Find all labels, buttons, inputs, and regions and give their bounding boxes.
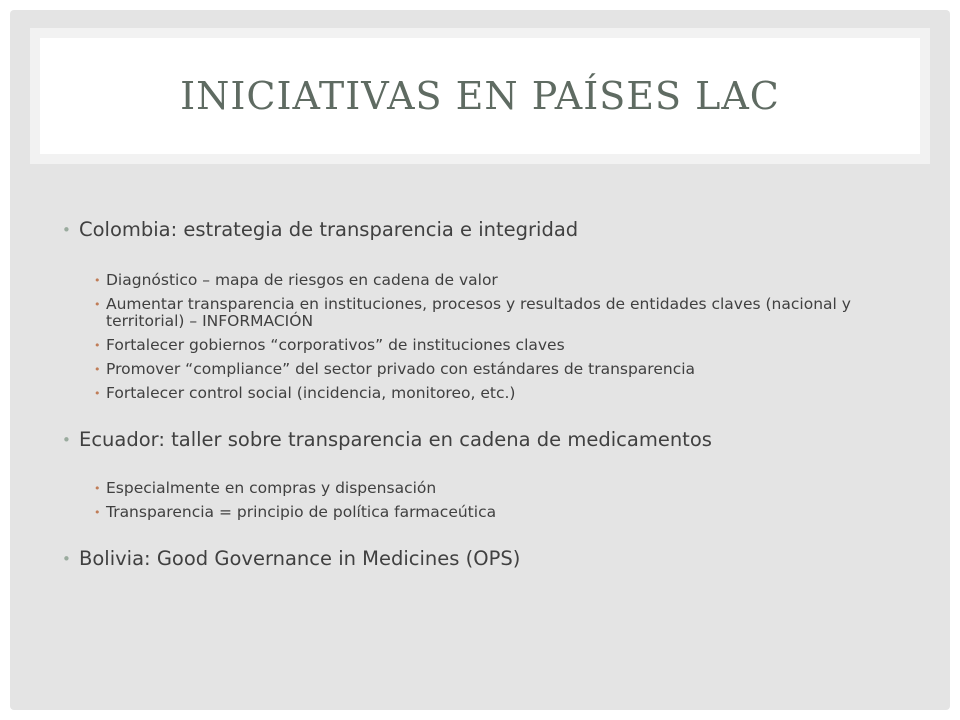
bullet-list: [62, 218, 922, 242]
bullet-text: Bolivia: Good Governance in Medicines (OPS): [79, 547, 521, 570]
colombia-sub-list: [62, 272, 922, 402]
title-box: [40, 38, 920, 154]
bullet-ecuador: [62, 428, 922, 452]
title-frame: [30, 28, 930, 164]
sub-bullet: • Especialmente en compras y dispensación: [62, 480, 922, 497]
bullet-bolivia: [62, 547, 922, 571]
bullet-text: Ecuador: taller sobre transparencia en cadena de medicamentos: [79, 428, 712, 451]
ecuador-sub-list: [62, 480, 922, 521]
sub-bullet: • Diagnóstico – mapa de riesgos en cadena de valor: [62, 272, 922, 289]
sub-bullet: • Promover “compliance” del sector privado con estándares de transparencia: [62, 361, 922, 378]
sub-bullet: • Fortalecer gobiernos “corporativos” de instituciones claves: [62, 337, 922, 354]
bullet-list: [62, 428, 922, 452]
sub-bullet: • Transparencia = principio de política farmaceútica: [62, 504, 922, 521]
sub-bullet: • Aumentar transparencia en instituciones, procesos y resultados de entidades claves (nacional y territorial) – INFORMACIÓN: [62, 296, 922, 330]
bullet-colombia: [62, 218, 922, 242]
sub-bullet: • Fortalecer control social (incidencia, monitoreo, etc.): [62, 385, 922, 402]
bullet-list: [62, 547, 922, 571]
slide-content: [62, 218, 922, 571]
slide: [10, 10, 950, 710]
slide-title: INICIATIVAS EN PAÍSES LAC: [180, 74, 780, 118]
bullet-text: Colombia: estrategia de transparencia e integridad: [79, 218, 579, 241]
